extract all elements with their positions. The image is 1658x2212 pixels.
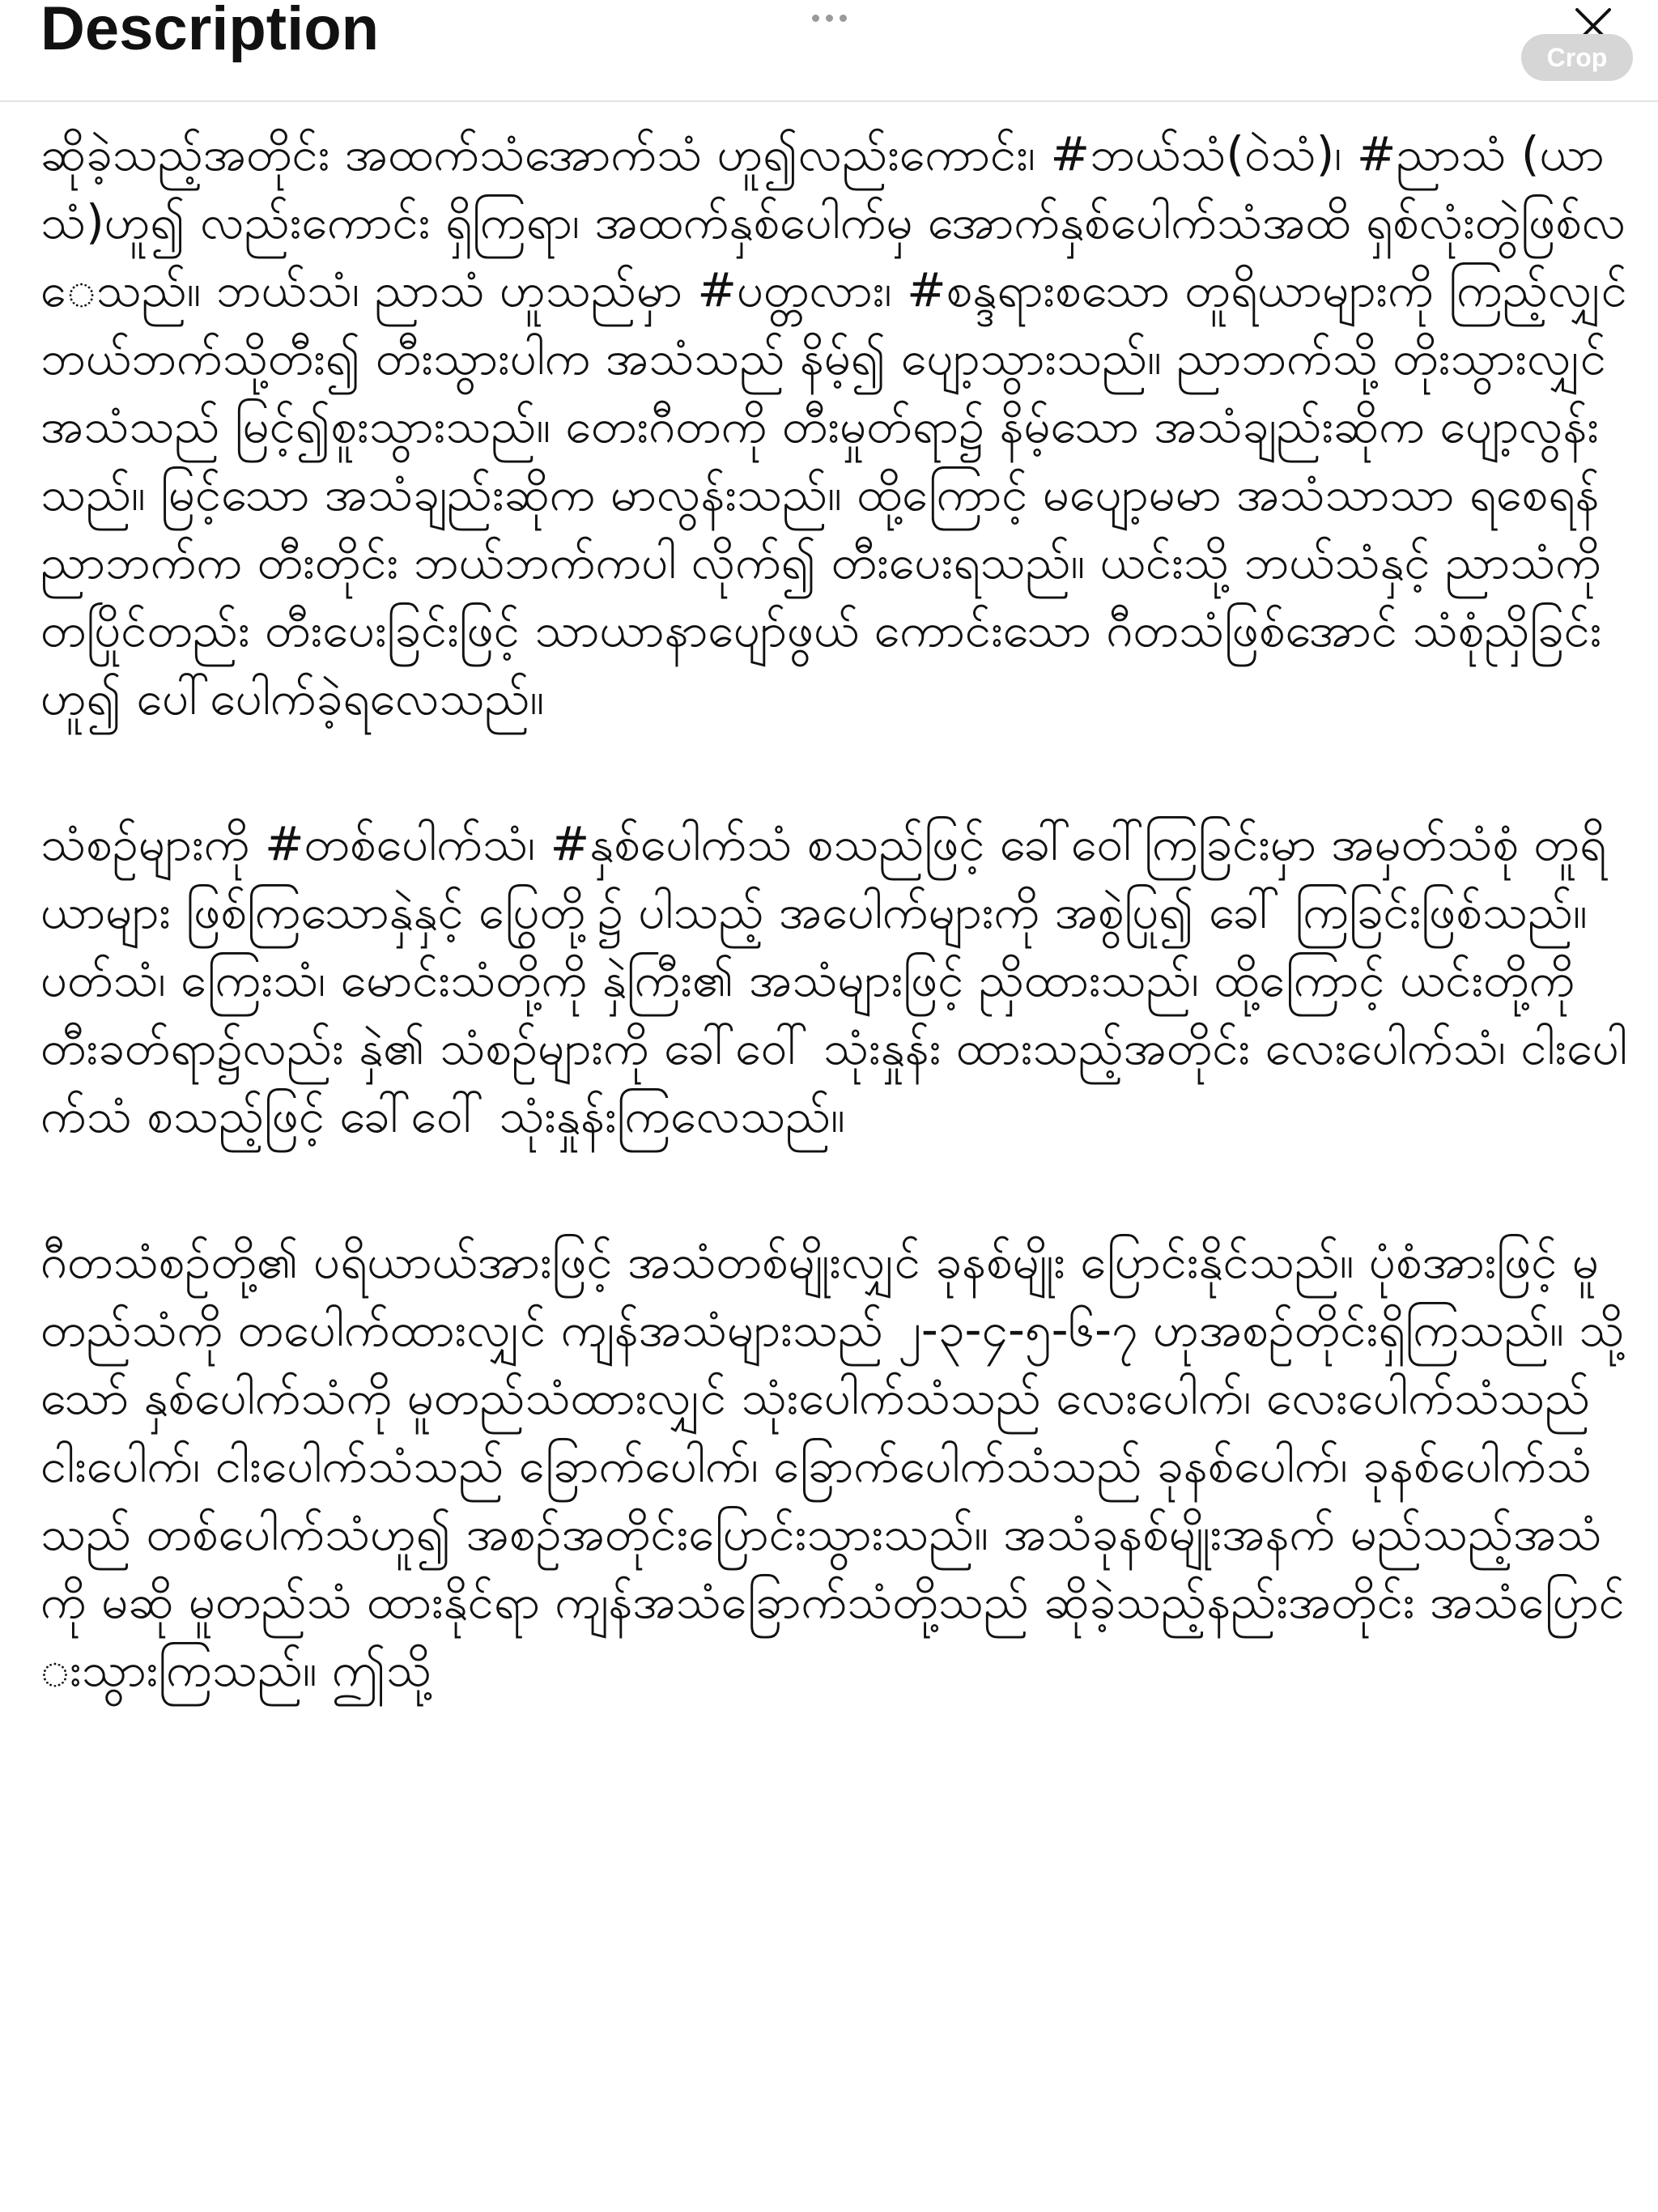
page-title: Description bbox=[40, 0, 380, 63]
description-paragraph-2: သံစဉ်များကို #တစ်ပေါက်သံ၊ #နှစ်ပေါက်သံ စသည်ဖြင့် ခေါ်ဝေါ်ကြခြင်းမှာ အမှတ်သံစုံ တူရိယာများ ဖြစ်ကြသောနှဲနှင့် ပြွေတို့၌ ပါသည့် အပေါက်များကို အစွဲပြု၍ ခေါ် ကြခြင်းဖြစ်သည်။ ပတ်သံ၊ ကြေးသံ၊ မောင်းသံတို့ကို နှဲကြီး၏ အသံများဖြင့် ညှိထားသည်၊ ထို့ကြောင့် ယင်းတို့ကို တီးခတ်ရာ၌လည်း နှဲ၏ သံစဉ်များကို ခေါ်ဝေါ် သုံးနှုန်း ထားသည့်အတိုင်း လေးပေါက်သံ၊ ငါးပေါက်သံ စသည့်ဖြင့် ခေါ်ဝေါ် သုံးနှုန်းကြလေသည်။ bbox=[40, 816, 1627, 1143]
more-dot bbox=[840, 15, 847, 22]
more-dot bbox=[826, 15, 833, 22]
description-header bbox=[0, 0, 1658, 102]
description-paragraph-1: ဆိုခဲ့သည့်အတိုင်း အထက်သံအောက်သံ ဟူ၍လည်းကောင်း၊ #ဘယ်သံ(ဝဲသံ)၊ #ညာသံ (ယာသံ)ဟူ၍ လည်းကောင်း ရှိကြရာ၊ အထက်နှစ်ပေါက်မှ အောက်နှစ်ပေါက်သံအထိ ရှစ်လုံးတွဲဖြစ်လေသည်။ ဘယ်သံ၊ ညာသံ ဟူသည်မှာ #ပတ္တလား၊ #စန္ဒရားစသော တူရိယာများကို ကြည့်လျှင် ဘယ်ဘက်သို့တီး၍ တီးသွားပါက အသံသည် နိမ့်၍ ပျော့သွားသည်။ ညာဘက်သို့ တိုးသွားလျှင် အသံသည် မြင့်၍စူးသွားသည်။ တေးဂီတကို တီးမှုတ်ရာ၌ နိမ့်သော အသံချည်းဆိုက ပျော့လွန်းသည်။ မြင့်သော အသံချည်းဆိုက မာလွန်းသည်။ ထို့ကြောင့် မပျော့မမာ အသံသာသာ ရစေရန် ညာဘက်က တီးတိုင်း ဘယ်ဘက်ကပါ လိုက်၍ တီးပေးရသည်။ ယင်းသို့ ဘယ်သံနှင့် ညာသံကို တပြိုင်တည်း တီးပေးခြင်းဖြင့် သာယာနာပျော်ဖွယ် ကောင်းသော ဂီတသံဖြစ်အောင် သံစုံညှိခြင်းဟူ၍ ပေါ်ပေါက်ခဲ့ရလေသည်။ bbox=[40, 126, 1627, 725]
more-icon[interactable] bbox=[810, 11, 848, 24]
description-paragraph-3: ဂီတသံစဉ်တို့၏ ပရိယာယ်အားဖြင့် အသံတစ်မျိုးလျှင် ခုနစ်မျိုး ပြောင်းနိုင်သည်။ ပုံစံအားဖြင့် မူတည်သံကို တပေါက်ထားလျှင် ကျန်အသံများသည် ၂-၃-၄-၅-၆-၇ ဟုအစဉ်တိုင်းရှိကြသည်။ သို့သော် နှစ်ပေါက်သံကို မူတည်သံထားလျှင် သုံးပေါက်သံသည် လေးပေါက်၊ လေးပေါက်သံသည် ငါးပေါက်၊ ငါးပေါက်သံသည် ခြောက်ပေါက်၊ ခြောက်ပေါက်သံသည် ခုနစ်ပေါက်၊ ခုနစ်ပေါက်သံသည် တစ်ပေါက်သံဟူ၍ အစဉ်အတိုင်းပြောင်းသွားသည်။ အသံခုနစ်မျိုးအနက် မည်သည့်အသံကို မဆို မူတည်သံ ထားနိုင်ရာ ကျန်အသံခြောက်သံတို့သည် ဆိုခဲ့သည့်နည်းအတိုင်း အသံပြောင်းသွားကြသည်။ ဤသို့ bbox=[40, 1234, 1625, 1697]
more-dot bbox=[812, 15, 819, 22]
crop-button[interactable]: Crop bbox=[1521, 34, 1633, 81]
description-body bbox=[40, 120, 1627, 2212]
